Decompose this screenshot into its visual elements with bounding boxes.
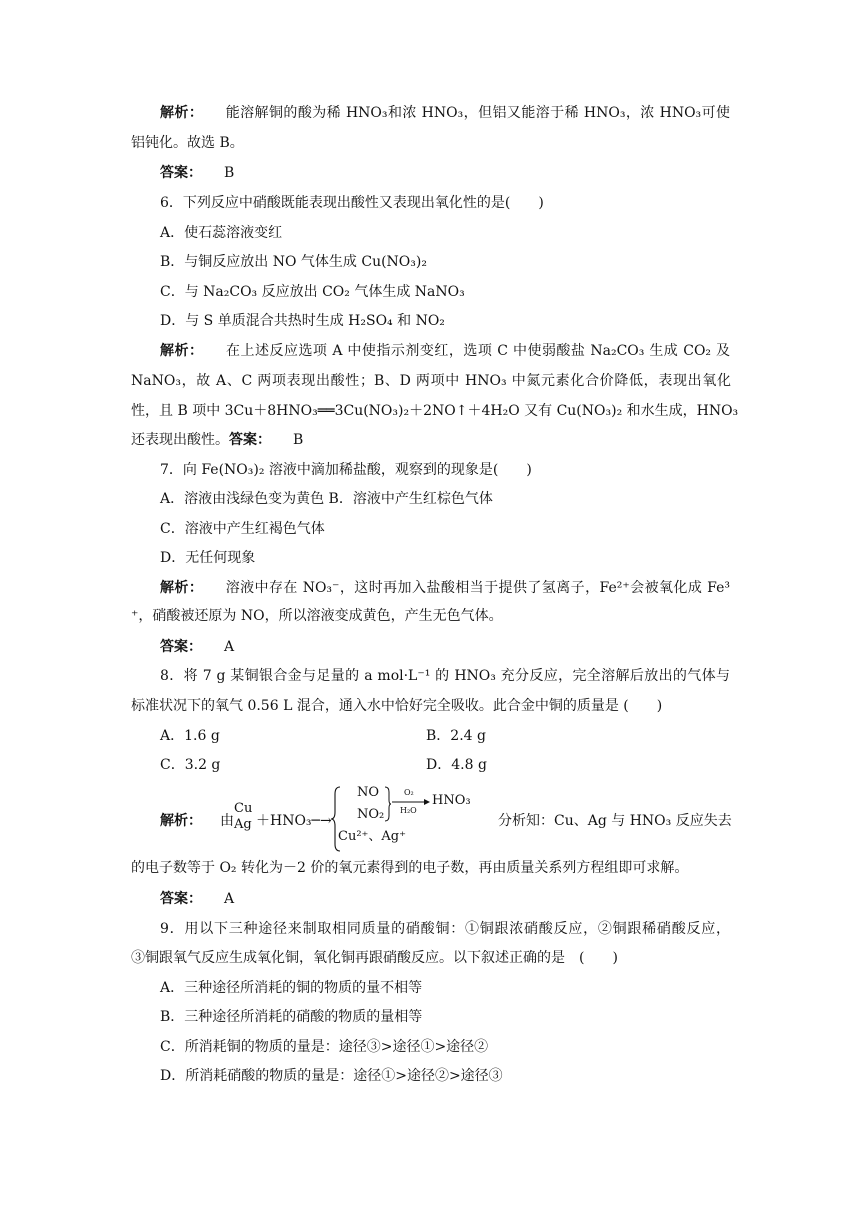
q6-analysis-line-4	[131, 430, 731, 450]
q6-answer: B	[293, 432, 304, 448]
q8-answer: A	[224, 891, 235, 907]
q8-stem-line-2: 标准状况下的氧气 0.56 L 混合，通入水中恰好完全吸收。此合金中铜的质量是 ( )	[131, 698, 663, 714]
q6-option-c: C．与 Na₂CO₃ 反应放出 CO₂ 气体生成 NaNO₃	[160, 284, 465, 300]
q8-option-d: D．4.8 g	[426, 757, 487, 773]
arrow-icon	[392, 798, 432, 806]
answer-label: 答案：	[229, 432, 271, 448]
q6-analysis-line-3: 性，且 B 项中 3Cu＋8HNO₃══3Cu(NO₃)₂＋2NO↑＋4H₂O 又有 Cu(NO₃)₂ 和水生成，HNO₃	[131, 403, 739, 419]
q8-option-a: A．1.6 g	[160, 728, 220, 744]
q6-stem: 6．下列反应中硝酸既能表现出酸性又表现出氧化性的是( )	[160, 195, 544, 211]
q8-stem-line-1: 8．将 7 g 某铜银合金与足量的 a mol·L⁻¹ 的 HNO₃ 充分反应，完全溶解后放出的气体与	[160, 668, 730, 684]
right-brace-icon	[384, 786, 392, 822]
scheme-no: NO	[357, 785, 380, 800]
analysis-label: 解析：	[160, 105, 204, 121]
q7-option-c: C．溶液中产生红褐色气体	[160, 521, 325, 537]
q8-analysis-line-2: 的电子数等于 O₂ 转化为－2 价的氧元素得到的电子数，再由质量关系列方程组即可求解。	[131, 860, 689, 876]
q8-option-b: B．2.4 g	[426, 728, 486, 744]
analysis-label: 解析：	[160, 813, 202, 829]
q7-analysis-line-1	[160, 578, 730, 598]
scheme-ag: Ag	[234, 817, 252, 832]
q9-option-d: D．所消耗硝酸的物质的量是：途径①>途径②>途径③	[160, 1068, 503, 1084]
scheme-cu: Cu	[234, 801, 253, 816]
scheme-from: 由	[220, 813, 234, 829]
answer-label: 答案：	[160, 165, 202, 181]
q5-analysis-text-1: 能溶解铜的酸为稀 HNO₃和浓 HNO₃，但铝又能溶于稀 HNO₃，浓 HNO₃可使	[225, 105, 731, 121]
q6-analysis-text-1: 在上述反应选项 A 中使指示剂变红，选项 C 中使弱酸盐 Na₂CO₃ 生成 CO₂ 及	[225, 343, 730, 359]
scheme-no2: NO₂	[357, 807, 385, 822]
answer-label: 答案：	[160, 639, 202, 655]
q6-analysis-text-4: 还表现出酸性。	[131, 432, 229, 448]
q5-answer: B	[224, 165, 235, 181]
scheme-o2: O₂	[404, 788, 414, 797]
q9-option-b: B．三种途径所消耗的硝酸的物质的量相等	[160, 1009, 423, 1025]
scheme-h2o: H₂O	[400, 806, 417, 815]
q9-option-a: A．三种途径所消耗的铜的物质的量不相等	[160, 980, 423, 996]
reaction-scheme	[160, 784, 740, 854]
q6-option-d: D．与 S 单质混合共热时生成 H₂SO₄ 和 NO₂	[160, 313, 445, 329]
q8-options-row-1	[160, 726, 760, 746]
q7-stem: 7．向 Fe(NO₃)₂ 溶液中滴加稀盐酸，观察到的现象是( )	[160, 462, 532, 478]
analysis-label: 解析：	[160, 343, 204, 359]
q9-stem-line-1: 9．用以下三种途径来制取相同质量的硝酸铜：①铜跟浓硝酸反应，②铜跟稀硝酸反应，	[160, 921, 730, 937]
analysis-label: 解析：	[160, 580, 204, 596]
q7-analysis-line-2: ⁺，硝酸被还原为 NO，所以溶液变成黄色，产生无色气体。	[131, 608, 503, 624]
q7-option-ab: A．溶液由浅绿色变为黄色 B．溶液中产生红棕色气体	[160, 491, 493, 507]
q8-option-c: C．3.2 g	[160, 757, 221, 773]
q5-analysis-line-2: 铝钝化。故选 B。	[131, 135, 244, 151]
q8-options-row-2	[160, 755, 760, 775]
scheme-ions: Cu²⁺、Ag⁺	[338, 829, 406, 844]
q8-answer-line	[160, 889, 760, 909]
q6-option-b: B．与铜反应放出 NO 气体生成 Cu(NO₃)₂	[160, 254, 427, 270]
scheme-product: HNO₃	[432, 793, 471, 808]
q7-option-d: D．无任何现象	[160, 550, 256, 566]
answer-label: 答案：	[160, 891, 202, 907]
q9-option-c: C．所消耗铜的物质的量是：途径③>途径①>途径②	[160, 1039, 489, 1055]
q9-stem-line-2: ③铜跟氧气反应生成氧化铜，氧化铜再跟硝酸反应。以下叙述正确的是 ( )	[131, 950, 618, 966]
scheme-plus-hno3: ＋HNO₃─→	[256, 813, 332, 829]
q7-answer: A	[224, 639, 235, 655]
q7-answer-line	[160, 637, 760, 657]
q5-analysis-line-1	[160, 103, 730, 123]
q7-analysis-text-1: 溶液中存在 NO₃⁻，这时再加入盐酸相当于提供了氢离子，Fe²⁺会被氧化成 Fe³	[225, 580, 730, 596]
scheme-tail: 分析知：Cu、Ag 与 HNO₃ 反应失去	[498, 813, 732, 829]
q5-answer-line	[160, 163, 760, 183]
q6-analysis-line-2: NaNO₃，故 A、C 两项表现出酸性；B、D 两项中 HNO₃ 中氮元素化合价降低，表现出氧化	[131, 373, 731, 389]
q6-analysis-line-1	[160, 341, 730, 361]
q6-option-a: A．使石蕊溶液变红	[160, 225, 283, 241]
